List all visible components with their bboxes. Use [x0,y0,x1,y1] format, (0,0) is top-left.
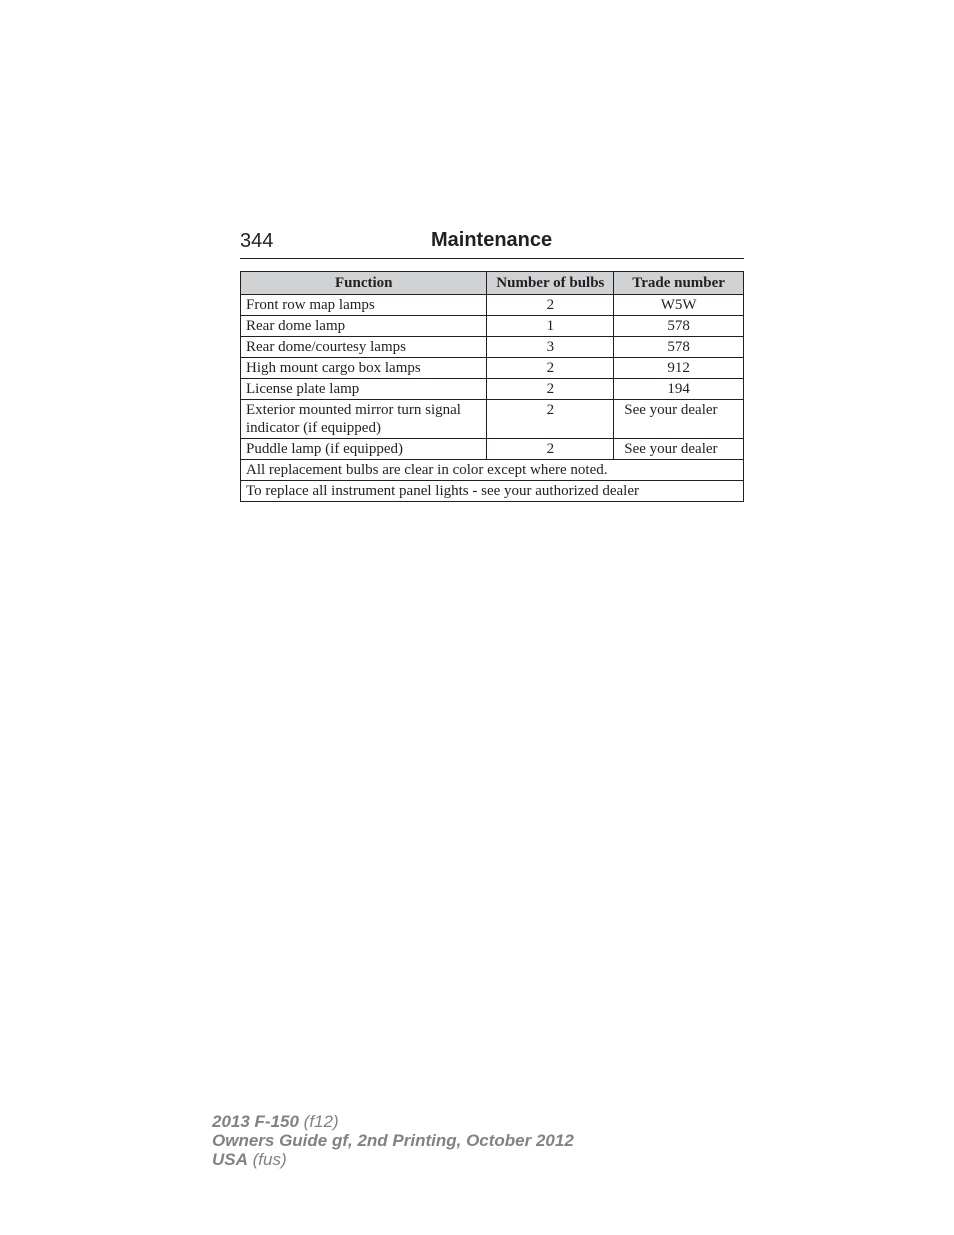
cell-trade: See your dealer [614,400,744,439]
cell-bulbs: 2 [487,400,614,439]
page-header [240,228,744,259]
table-row [241,379,744,400]
table-note: To replace all instrument panel lights - see your authorized dealer [241,481,744,502]
cell-function: Puddle lamp (if equipped) [241,439,487,460]
cell-trade: See your dealer [614,439,744,460]
cell-trade: 194 [614,379,744,400]
table-note-row [241,460,744,481]
table-row [241,439,744,460]
footer-line-guide [212,1131,574,1150]
table-note: All replacement bulbs are clear in color except where noted. [241,460,744,481]
cell-function: High mount cargo box lamps [241,358,487,379]
footer-line-market [212,1150,574,1169]
cell-bulbs: 2 [487,358,614,379]
cell-bulbs: 2 [487,295,614,316]
cell-trade: 578 [614,316,744,337]
cell-function: Rear dome lamp [241,316,487,337]
table-row [241,358,744,379]
column-header-number-of-bulbs: Number of bulbs [487,272,614,295]
footer-market: USA [212,1150,248,1169]
footer-guide: Owners Guide gf, 2nd Printing, October 2012 [212,1131,574,1150]
section-title: Maintenance [431,229,553,251]
cell-trade: 912 [614,358,744,379]
footer-model: 2013 F-150 [212,1112,299,1131]
cell-trade: W5W [614,295,744,316]
cell-bulbs: 2 [487,439,614,460]
footer-market-code: (fus) [247,1150,287,1169]
bulb-table [240,271,744,502]
table-row [241,400,744,439]
cell-function: Front row map lamps [241,295,487,316]
page-number: 344 [240,230,274,252]
cell-trade: 578 [614,337,744,358]
footer-line-model [212,1112,574,1131]
table-row [241,316,744,337]
cell-function: Rear dome/courtesy lamps [241,337,487,358]
column-header-trade-number: Trade number [614,272,744,295]
table-row [241,295,744,316]
cell-bulbs: 1 [487,316,614,337]
cell-bulbs: 3 [487,337,614,358]
page-footer [212,1112,574,1169]
column-header-function: Function [241,272,487,295]
table-header-row [241,272,744,295]
table-row [241,337,744,358]
cell-function: License plate lamp [241,379,487,400]
footer-model-code: (f12) [298,1112,339,1131]
cell-bulbs: 2 [487,379,614,400]
cell-function: Exterior mounted mirror turn signal indicator (if equipped) [241,400,487,439]
table-note-row [241,481,744,502]
